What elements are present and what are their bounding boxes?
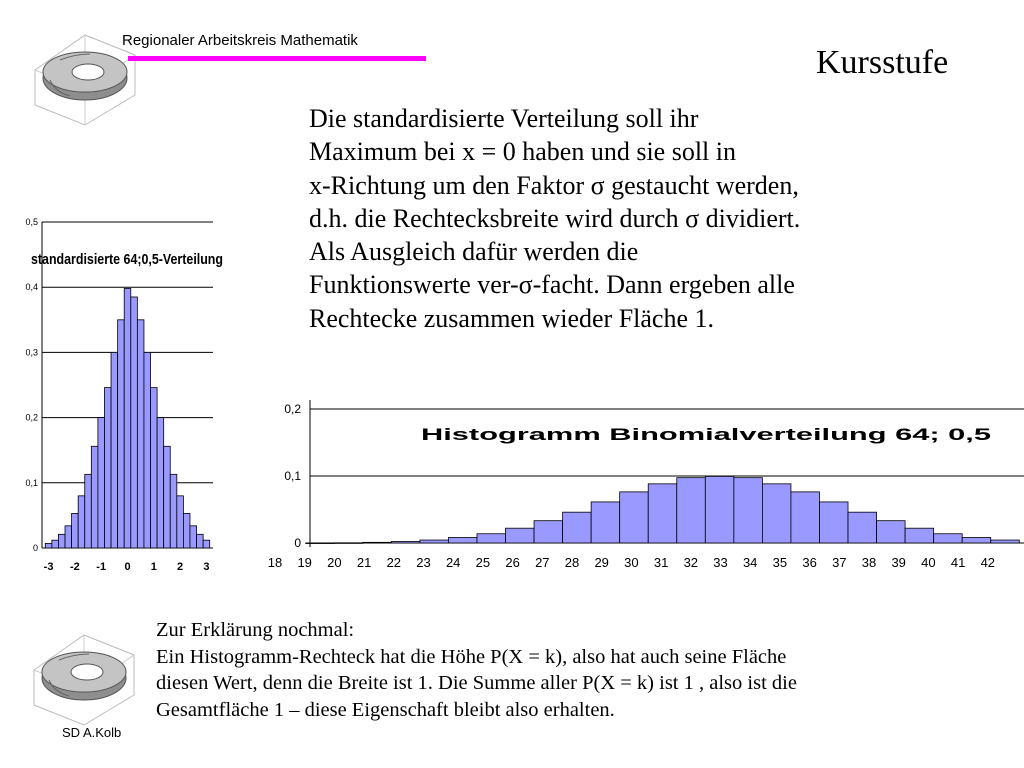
x-tick-label: 34 [742, 555, 758, 570]
note-text [156, 617, 1016, 723]
histogram-bar [620, 492, 649, 543]
header-accent-line [128, 56, 426, 61]
histogram-bar [363, 542, 392, 543]
chart-title: standardisierte 64;0,5-Verteilung [31, 251, 223, 268]
explanation-line: Als Ausgleich dafür werden die [309, 237, 639, 267]
x-tick-label: 37 [832, 555, 847, 570]
page-title: Kursstufe [816, 44, 949, 81]
x-tick-label: 18 [267, 555, 283, 570]
histogram-bar [848, 512, 877, 543]
x-tick-label: 27 [535, 555, 550, 570]
histogram-bar [877, 521, 906, 543]
histogram-bar [164, 446, 171, 548]
histogram-bar [111, 352, 118, 548]
histogram-bar [78, 496, 85, 548]
histogram-bar [137, 320, 144, 548]
x-tick-label: 28 [564, 555, 580, 570]
x-tick-label: 32 [683, 555, 699, 570]
x-tick-label: 2 [177, 561, 184, 573]
x-tick-label: 35 [772, 555, 788, 570]
x-tick-label: 41 [950, 555, 966, 570]
x-tick-label: 0 [124, 561, 131, 573]
y-tick-label: 0,1 [284, 469, 301, 483]
histogram-bar [991, 540, 1020, 543]
histogram-bar [762, 484, 791, 543]
chart-title: Histogramm Binomialverteilung 64; 0,5 [421, 425, 991, 444]
explanation-line: d.h. die Rechtecksbreite wird durch σ dividiert. [309, 203, 801, 233]
x-tick-label: 24 [445, 555, 461, 570]
author-label: SD A.Kolb [62, 725, 122, 740]
histogram-bar [72, 513, 79, 548]
histogram-bar [962, 538, 991, 543]
histogram-bar [170, 474, 177, 548]
histogram-bar [131, 297, 138, 548]
x-tick-label: 22 [386, 555, 402, 570]
histogram-bar [677, 478, 706, 543]
explanation-line: Die standardisierte Verteilung soll ihr [309, 104, 699, 133]
histogram-bar [58, 534, 65, 548]
histogram-bar [905, 528, 934, 543]
x-tick-label: 31 [653, 555, 669, 570]
histogram-bar [45, 543, 52, 548]
histogram-bar [157, 418, 164, 548]
explanation-text [309, 102, 999, 335]
y-tick-label: 0,5 [25, 217, 38, 227]
x-tick-label: 21 [356, 555, 372, 570]
x-tick-label: 19 [297, 555, 312, 570]
binomial-histogram-chart [255, 395, 1024, 575]
histogram-bar [448, 538, 477, 543]
x-tick-label: 38 [861, 555, 877, 570]
histogram-bar [98, 418, 105, 548]
histogram-bar [306, 543, 335, 544]
histogram-bar [52, 540, 59, 548]
histogram-bar [151, 388, 158, 548]
histogram-bar [934, 534, 963, 543]
histogram-bar [791, 492, 820, 543]
y-tick-label: 0,1 [25, 477, 38, 488]
histogram-bar [477, 534, 506, 543]
x-tick-label: 23 [416, 555, 431, 570]
x-tick-label: 20 [327, 555, 342, 570]
note-line: Ein Histogramm-Rechteck hat die Höhe P(X = k), also hat auch seine Fläche [156, 645, 787, 668]
x-tick-label: 33 [713, 555, 728, 570]
histogram-bar [190, 526, 197, 548]
x-tick-label: 29 [594, 555, 609, 570]
histogram-bar [420, 540, 449, 543]
explanation-line: x-Richtung um den Faktor σ gestaucht werden, [309, 170, 799, 200]
x-tick-label: 42 [980, 555, 996, 570]
x-tick-label: 25 [475, 555, 491, 570]
histogram-bar [705, 476, 734, 543]
histogram-bar [124, 289, 131, 548]
x-tick-label: 36 [802, 555, 817, 570]
histogram-bar [118, 320, 125, 548]
x-tick-label: 3 [203, 561, 210, 573]
explanation-line: Funktionswerte ver-σ-facht. Dann ergeben alle [309, 270, 795, 300]
y-tick-label: 0 [294, 536, 301, 550]
histogram-bar [91, 446, 98, 548]
note-line: diesen Wert, denn die Breite ist 1. Die Summe aller P(X = k) ist 1 , also ist die [156, 672, 797, 694]
histogram-bar [534, 521, 563, 543]
histogram-bar [648, 484, 677, 543]
standardized-distribution-chart [20, 210, 225, 580]
histogram-bar [563, 512, 592, 543]
x-tick-label: 30 [624, 555, 639, 570]
x-tick-label: -1 [96, 561, 107, 573]
x-tick-label: 26 [505, 555, 520, 570]
explanation-line: Rechtecke zusammen wieder Fläche 1. [309, 303, 714, 333]
histogram-bar [334, 543, 363, 544]
y-tick-label: 0,3 [25, 347, 38, 358]
x-tick-label: 40 [921, 555, 936, 570]
histogram-bar [65, 526, 72, 548]
histogram-bar [104, 388, 111, 548]
y-tick-label: 0,2 [284, 402, 301, 416]
x-tick-label: -3 [43, 561, 54, 573]
y-tick-label: 0 [32, 543, 38, 553]
org-name: Regionaler Arbeitskreis Mathematik [122, 32, 358, 49]
x-tick-label: 1 [150, 561, 157, 573]
histogram-bar [85, 474, 92, 548]
histogram-bar [819, 502, 848, 543]
histogram-bar [203, 540, 210, 548]
histogram-bar [183, 513, 190, 548]
x-tick-label: -2 [69, 561, 80, 573]
torus-logo-icon [28, 630, 140, 730]
histogram-bar [197, 534, 204, 548]
histogram-bar [734, 478, 763, 543]
x-tick-label: 39 [891, 555, 906, 570]
note-line: Gesamtfläche 1 – diese Eigenschaft bleibt also erhalten. [156, 698, 615, 721]
y-tick-label: 0,2 [25, 412, 38, 423]
histogram-bar [177, 496, 184, 548]
histogram-bar [391, 541, 420, 543]
histogram-bar [144, 352, 151, 548]
histogram-bar [506, 528, 535, 543]
y-tick-label: 0,4 [25, 282, 38, 293]
note-line: Zur Erklärung nochmal: [156, 619, 355, 641]
explanation-line: Maximum bei x = 0 haben und sie soll in [309, 137, 737, 167]
histogram-bar [591, 502, 620, 543]
